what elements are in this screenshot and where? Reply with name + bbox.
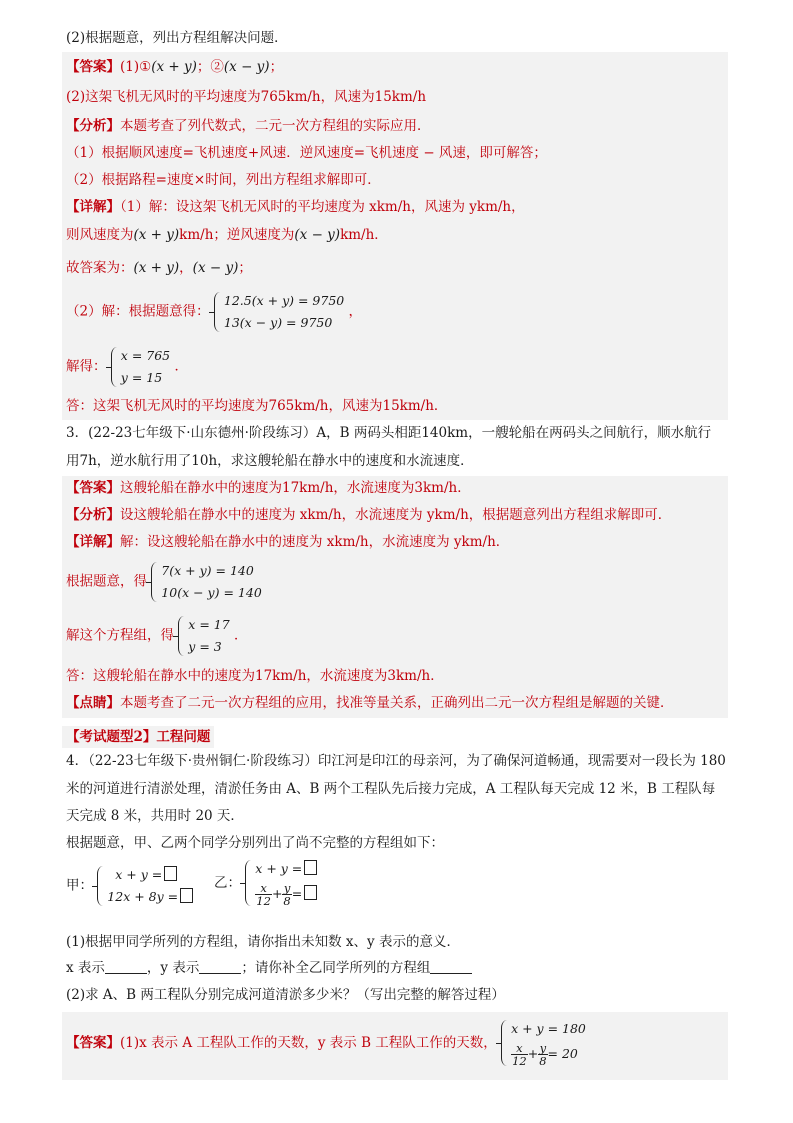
text: 根据题意，得	[66, 573, 147, 590]
equation-row	[511, 1040, 586, 1068]
text: ；请你补全乙同学所列的方程组	[241, 960, 431, 976]
equation-system	[111, 345, 170, 389]
expr-sum: (x + y)	[151, 59, 197, 75]
text: ；	[238, 260, 252, 276]
text: km/h．	[340, 227, 388, 243]
plus: +	[271, 886, 283, 901]
numerator: y	[539, 1041, 547, 1055]
question-type-header: 【考试题型2】工程问题	[62, 726, 214, 748]
question-4-line2: 米的河道进行清淤处理，清淤任务由 A、B 两个工程队先后接力完成，A 工程队每天完成 12 米，B 工程队每	[66, 781, 716, 797]
part2-question: (2)根据题意，列出方程组解决问题．	[66, 30, 288, 46]
equation-row: 10(x − y) = 140	[161, 585, 262, 600]
detail-2-line5	[66, 345, 188, 389]
question-4-part1-fill	[66, 958, 472, 978]
denominator: 8	[539, 1054, 547, 1068]
equation-system	[214, 290, 344, 334]
text: ，y 表示	[146, 960, 200, 976]
blank-box	[304, 860, 317, 875]
equation-row: x = 765	[120, 348, 171, 363]
question-4-line4: 根据题意，甲、乙两个同学分别列出了尚不完整的方程组如下：	[66, 835, 444, 851]
detail-text: （1）解：设这架飞机无风时的平均速度为 xkm/h，风速为 ykm/h，	[120, 199, 525, 215]
detail-text: 解：设这艘轮船在静水中的速度为 xkm/h，水流速度为 ykm/h．	[120, 534, 510, 550]
answer-end: ；	[269, 59, 284, 75]
detail-3	[66, 532, 509, 552]
brace	[111, 347, 118, 387]
text: 解得：	[66, 358, 107, 375]
equation-row: 13(x − y) = 9750	[223, 315, 333, 330]
detail-3-line3	[66, 614, 247, 658]
fill-blank	[199, 959, 241, 974]
answer-4	[66, 1018, 586, 1068]
fraction-x-12	[511, 1042, 528, 1067]
answer-text: 这艘轮船在静水中的速度为17km/h，水流速度为3km/h．	[120, 480, 471, 496]
detail-3-line2	[66, 560, 262, 604]
equation-row: y = 15	[120, 370, 163, 385]
equation-row	[107, 864, 193, 886]
blank-box	[180, 888, 193, 903]
brace	[501, 1020, 508, 1066]
answer-tag: 【答案】	[66, 59, 120, 75]
question-4-part2: (2)求 A、B 两工程队分别完成河道清淤多少米？（写出完整的解答过程）	[66, 987, 505, 1003]
equation-system	[97, 864, 193, 908]
detail-2-answer: 答：这架飞机无风时的平均速度为765km/h，风速为15km/h．	[66, 398, 448, 414]
analysis-tag: 【分析】	[66, 118, 120, 134]
question-4-part1: (1)根据甲同学所列的方程组，请你指出未知数 x、y 表示的意义．	[66, 934, 460, 950]
equation-row: 7(x + y) = 140	[161, 563, 254, 578]
detail-2-line2	[66, 225, 388, 245]
fill-blank	[430, 959, 472, 974]
equation-text: x + y =	[255, 861, 303, 876]
detail-2-line4	[66, 290, 362, 334]
jia-system	[66, 864, 193, 908]
equals: = 20	[547, 1046, 578, 1061]
expr-sum: (x + y)	[133, 260, 180, 276]
analysis-tag: 【分析】	[66, 507, 120, 523]
equation-row: y = 3	[188, 639, 222, 654]
text: ．	[174, 358, 188, 375]
point-tag: 【点睛】	[66, 695, 120, 711]
detail-tag: 【详解】	[66, 534, 120, 550]
brace	[214, 292, 221, 332]
equation-system	[178, 614, 229, 658]
analysis-text: 本题考查了列代数式，二元一次方程组的实际应用．	[120, 118, 431, 134]
equation-row	[255, 880, 317, 908]
fraction-y-8	[538, 1042, 547, 1067]
denominator: 12	[512, 1054, 527, 1068]
brace	[178, 616, 185, 656]
numerator: x	[511, 1042, 528, 1055]
text: （2）解：根据题意得：	[66, 303, 210, 320]
expr-diff: (x − y)	[294, 227, 341, 243]
expr-diff: (x − y)	[192, 260, 239, 276]
fraction-y-8	[282, 882, 291, 907]
equation-system	[245, 858, 317, 908]
numerator: y	[283, 881, 291, 895]
analysis-2	[66, 116, 431, 136]
equation-system	[501, 1018, 586, 1068]
fill-blank	[105, 959, 147, 974]
answer-2	[66, 57, 283, 77]
answer-sep: ；②	[196, 59, 224, 75]
analysis-3	[66, 505, 671, 525]
equation-system	[151, 560, 261, 604]
text: 则风速度为	[66, 227, 134, 243]
brace	[97, 866, 104, 906]
point-3	[66, 693, 674, 713]
analysis-2-line2: （2）根据路程=速度×时间，列出方程组求解即可．	[66, 172, 381, 188]
denominator: 8	[283, 894, 291, 908]
answer-part-1: (1)①	[120, 59, 152, 75]
text: ．	[233, 627, 248, 644]
equation-text: 12x + 8y =	[107, 889, 179, 904]
detail-2-line3	[66, 258, 252, 278]
blank-box	[304, 885, 317, 900]
text: km/h；逆风速度为	[179, 227, 295, 243]
text: 故答案为：	[66, 260, 134, 276]
text: 解这个方程组，得	[66, 627, 174, 644]
equation-row: x = 17	[188, 617, 230, 632]
point-text: 本题考查了二元一次方程组的应用，找准等量关系，正确列出二元一次方程组是解题的关键．	[120, 695, 674, 711]
question-3-line2: 用7h，逆水航行用了10h，求这艘轮船在静水中的速度和水流速度．	[66, 453, 474, 469]
denominator: 12	[256, 894, 271, 908]
equation-row	[107, 886, 193, 908]
detail-2	[66, 197, 525, 217]
detail-tag: 【详解】	[66, 199, 120, 215]
answer-tag: 【答案】	[66, 1035, 120, 1051]
blank-box	[164, 866, 177, 881]
plus: +	[527, 1046, 539, 1061]
text: x 表示	[66, 960, 105, 976]
analysis-2-line1: （1）根据顺风速度=飞机速度+风速．逆风速度=飞机速度 − 风速，即可解答；	[66, 145, 547, 161]
text: ，	[179, 260, 193, 276]
yi-system	[214, 858, 317, 908]
equation-row	[255, 858, 317, 880]
answer-2-part2: (2)这架飞机无风时的平均速度为765km/h，风速为15km/h	[66, 89, 427, 105]
fraction-x-12	[255, 882, 272, 907]
numerator: x	[255, 882, 272, 895]
brace	[245, 860, 252, 906]
equals: =	[291, 886, 303, 901]
equation-row: 12.5(x + y) = 9750	[223, 293, 345, 308]
answer-3	[66, 478, 471, 498]
jia-label: 甲：	[66, 877, 93, 894]
question-3-line1: 3．(22-23七年级下·山东德州·阶段练习）A，B 两码头相距140km，一艘轮船在两码头之间航行，顺水航行	[66, 425, 712, 441]
text: ，	[348, 303, 363, 320]
expr-diff: (x − y)	[223, 59, 270, 75]
question-4-line1: 4．（22-23七年级下·贵州铜仁·阶段练习）印江河是印江的母亲河，为了确保河道畅通，现需要对一段长为 180	[66, 753, 726, 769]
expr-sum: (x + y)	[133, 227, 180, 243]
equation-text: x + y =	[115, 867, 163, 882]
equation-row: x + y = 180	[511, 1021, 586, 1036]
answer-text: (1)x 表示 A 工程队工作的天数，y 表示 B 工程队工作的天数，	[120, 1035, 497, 1051]
brace	[151, 562, 158, 602]
analysis-text: 设这艘轮船在静水中的速度为 xkm/h，水流速度为 ykm/h，根据题意列出方程组求解即可．	[120, 507, 672, 523]
yi-label: 乙：	[214, 875, 241, 891]
detail-3-answer: 答：这艘轮船在静水中的速度为17km/h，水流速度为3km/h．	[66, 668, 444, 684]
question-4-line3: 天完成 8 米，共用时 20 天．	[66, 808, 244, 824]
answer-tag: 【答案】	[66, 480, 120, 496]
